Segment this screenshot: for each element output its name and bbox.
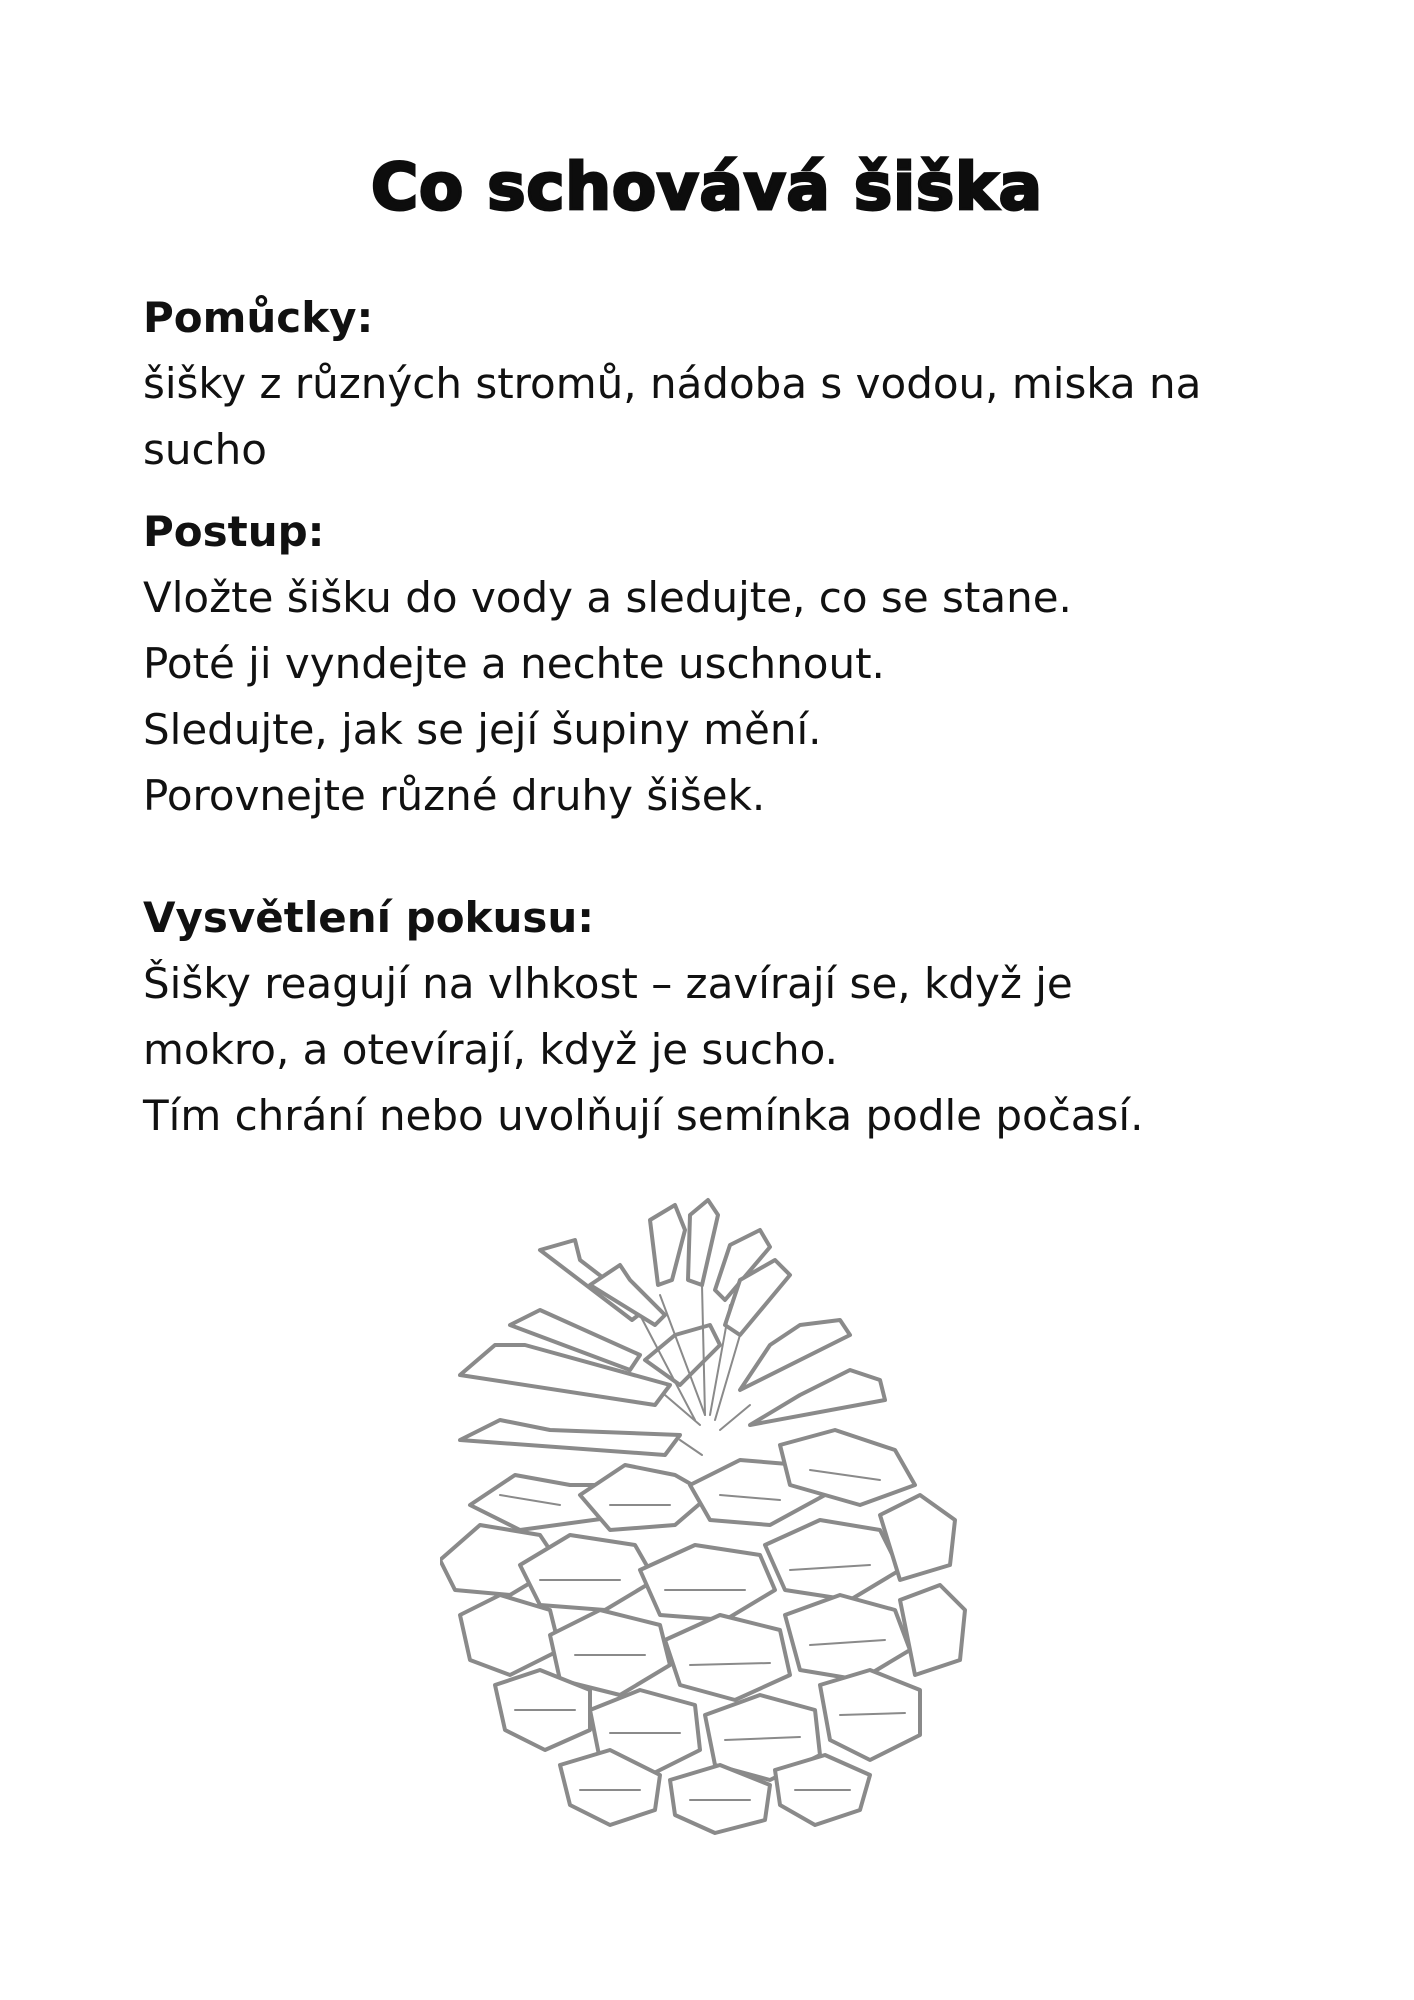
procedure-step: Porovnejte různé druhy šišek. bbox=[143, 771, 766, 820]
explanation-line: mokro, a otevírají, když je sucho. bbox=[143, 1025, 838, 1074]
worksheet-content bbox=[143, 285, 1283, 1149]
tools-section bbox=[143, 285, 1283, 483]
procedure-step: Sledujte, jak se její šupiny mění. bbox=[143, 705, 822, 754]
procedure-section bbox=[143, 499, 1283, 829]
explanation-line: Šišky reagují na vlhkost – zavírají se, když je bbox=[143, 959, 1073, 1008]
pine-cone-icon bbox=[440, 1185, 980, 1835]
spacer bbox=[143, 483, 1283, 499]
tools-line: sucho bbox=[143, 425, 267, 474]
tools-heading: Pomůcky: bbox=[143, 293, 374, 342]
procedure-step: Poté ji vyndejte a nechte uschnout. bbox=[143, 639, 885, 688]
explanation-heading: Vysvětlení pokusu: bbox=[143, 893, 595, 942]
spacer bbox=[143, 829, 1283, 885]
procedure-heading: Postup: bbox=[143, 507, 325, 556]
procedure-step: Vložte šišku do vody a sledujte, co se stane. bbox=[143, 573, 1072, 622]
pine-cone-illustration bbox=[440, 1185, 980, 1835]
explanation-section bbox=[143, 885, 1283, 1149]
page-title: Co schovává šiška bbox=[371, 151, 1043, 225]
tools-line: šišky z různých stromů, nádoba s vodou, miska na bbox=[143, 359, 1202, 408]
explanation-line: Tím chrání nebo uvolňují semínka podle počasí. bbox=[143, 1091, 1144, 1140]
